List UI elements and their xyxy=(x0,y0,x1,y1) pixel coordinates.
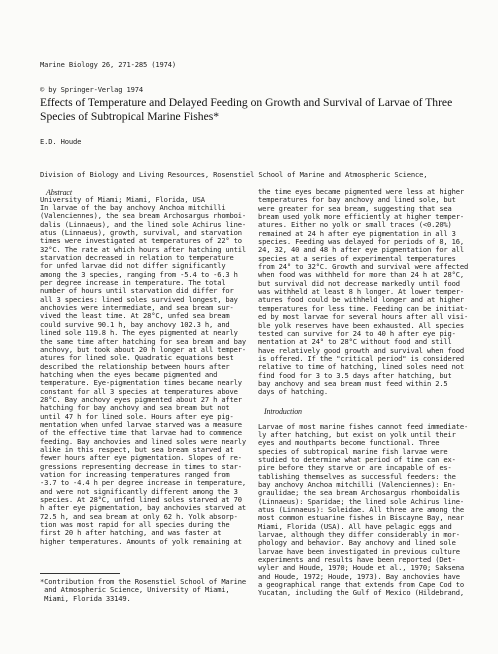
text-line: for unfed larvae did not differ significantly xyxy=(40,261,226,271)
text-line: most common estuarine fishes in Biscayne Bay, near xyxy=(258,513,465,523)
text-line: -3.7 to -4.4 h per degree increase in temperature, xyxy=(40,478,247,488)
text-line: number of hours until starvation did differ for xyxy=(40,286,234,296)
text-line: bay anchovy and sea bream must feed within 2.5 xyxy=(258,378,448,388)
text-line: Larvae of most marine fishes cannot feed immediate- xyxy=(258,421,469,431)
text-line: have relatively good growth and survival when food xyxy=(258,345,465,355)
text-line: *Contribution from the Rosenstiel School of Marine xyxy=(40,577,247,586)
text-line: gressions representing decrease in times to star- xyxy=(40,461,242,471)
text-line: the same time after hatching for sea bream and bay xyxy=(40,336,247,346)
text-line: Yucatan, including the Gulf of Mexico (Hildebrand, xyxy=(258,588,465,598)
text-line: larvae have been investigated in previous culture xyxy=(258,546,460,556)
author-name: E.D. Houde xyxy=(40,137,82,146)
text-line: find food for 3 to 3.5 days after hatching, but xyxy=(258,370,452,380)
text-line: studied to determine what period of time can ex- xyxy=(258,454,456,464)
journal-citation: Marine Biology 26, 271-285 (1974) xyxy=(40,59,176,69)
text-line: temperature. Eye-pigmentation times became nearly xyxy=(40,378,242,388)
affiliation-line: University of Miami; Miami, Florida, USA xyxy=(40,194,205,204)
text-line: lined sole 119.8 h. The eyes pigmented at nearly xyxy=(40,328,238,338)
text-line: hatching for bay anchovy and sea bream but not xyxy=(40,403,230,413)
journal-header xyxy=(40,44,176,102)
text-line: and were not significantly different among the 3 xyxy=(40,486,238,496)
text-line: bay anchovy Anchoa mitchilli (Valenciennes): En- xyxy=(258,480,456,489)
text-line: higher temperatures. Amounts of yolk remaining at xyxy=(40,536,242,546)
text-line: relative to time of hatching, lined soles need not xyxy=(258,362,465,372)
text-line: constant for all 3 species at temperatures above xyxy=(40,386,238,396)
text-line: and Atmospheric Science, University of Miami, xyxy=(40,585,230,595)
text-line: h after eye pigmentation, bay anchovies starved at xyxy=(40,503,247,513)
text-line: 28°C. Bay anchovy eyes pigmented about 27 h after xyxy=(40,394,242,404)
text-line: anchovy, but took about 20 h longer at all temper- xyxy=(40,344,247,354)
text-line: 72.5 h, and sea bream at only 62 h. Yolk absorp- xyxy=(40,511,238,521)
text-line: (Valenciennes), the sea bream Archosargus rhomboi- xyxy=(40,211,247,221)
text-line: vation for increasing temperatures ranged from xyxy=(40,470,230,479)
text-line: larvae, although they differ considerably in mor- xyxy=(258,530,460,540)
text-line: could survive 90.1 h, bay anchovy 102.3 h, and xyxy=(40,319,230,329)
text-line: 24, 32, 40 and 48 h after eye pigmentation for all xyxy=(258,245,465,255)
text-line: atus (Linnaeus): Soleidae. All three are among the xyxy=(258,505,465,515)
text-line: feeding. Bay anchovies and lined soles were nearly xyxy=(40,436,247,446)
text-line: starvation decreased in relation to temperature xyxy=(40,253,234,263)
affiliation-line: Division of Biology and Living Resources, Rosenstiel School of Marine and Atmospheric Science, xyxy=(40,169,428,179)
text-line: species. At 28°C, unfed lined soles starved at 70 xyxy=(40,495,242,505)
text-line: Miami, Florida 33149. xyxy=(40,593,131,603)
copyright-line: © by Springer-Verlag 1974 xyxy=(40,84,144,94)
text-line: atures for lined sole. Quadratic equations best xyxy=(40,353,234,363)
text-line: phology and behavior. Bay anchovy and lined sole xyxy=(258,538,456,548)
footnote-divider xyxy=(40,573,120,574)
text-line: a geographical range that extends from Cape Cod to xyxy=(258,580,465,590)
text-line: (Linnaeus): Sparidae; the lined sole Achirus line- xyxy=(258,496,465,506)
text-line: days of hatching. xyxy=(258,387,329,397)
text-line: was withheld at least 8 h longer. At lower temper- xyxy=(258,287,465,297)
text-line: is offered. If the "critical period" is considered xyxy=(258,353,465,363)
article-title: Effects of Temperature and Delayed Feeding on Growth and Survival of Larvae of Three Species of Subtropical Marine Fishes* xyxy=(40,96,453,123)
text-line: temperatures for less time. Feeding can be initiat- xyxy=(258,303,469,313)
abstract-body xyxy=(40,204,258,546)
text-line: tablishing themselves as successful feeders: the xyxy=(258,471,456,481)
text-line: wyler and Houde, 1970; Houde et al., 1970; Saksena xyxy=(258,563,465,573)
text-line: from 24° to 32°C. Growth and survival were affected xyxy=(258,262,469,272)
footnote xyxy=(40,578,246,603)
text-line: per degree increase in temperature. The total xyxy=(40,278,226,288)
text-line: pire before they starve or are incapable of es- xyxy=(258,463,452,473)
text-line: of the effective time that larvae had to commence xyxy=(40,428,242,438)
text-line: atures. Either no yolk or small traces (<0.20%) xyxy=(258,220,452,230)
text-line: were greater for sea bream, suggesting that sea xyxy=(258,203,452,213)
text-line: Miami, Florida (USA). All have pelagic eggs and xyxy=(258,521,452,531)
text-line: dalis (Linnaeus), and the lined sole Achirus line- xyxy=(40,219,247,229)
text-line: fewer hours after eye pigmentation. Slopes of re- xyxy=(40,453,242,463)
text-line: tion was most rapid for all species during the xyxy=(40,520,230,530)
text-line: In larvae of the bay anchovy Anchoa mitchilli xyxy=(40,203,226,212)
text-line: anchovies were intermediate, and sea bream sur- xyxy=(40,303,234,313)
text-line: until 47 h for lined sole. Hours after eye pig- xyxy=(40,411,234,421)
text-line: species at a series of experimental temperatures xyxy=(258,253,456,263)
text-line: but survival did not decrease markedly until food xyxy=(258,278,460,288)
abstract-continued xyxy=(258,188,476,397)
text-line: described the relationship between hours after xyxy=(40,361,230,371)
text-line: alike in this respect, but sea bream starved at xyxy=(40,444,234,454)
text-line: temperatures for bay anchovy and lined sole, but xyxy=(258,195,456,205)
text-line: atures food could be withheld longer and at higher xyxy=(258,295,465,305)
text-line: ly after hatching, but exist on yolk until their xyxy=(258,429,456,439)
text-line: remained at 24 h after eye pigmentation in all 3 xyxy=(258,228,456,238)
text-line: graulidae; the sea bream Archosargus rhomboidalis xyxy=(258,488,460,498)
text-line: bream used yolk more efficiently at higher temper- xyxy=(258,212,465,222)
text-line: the time eyes became pigmented were less at higher xyxy=(258,187,465,196)
text-line: all 3 species: lined soles survived longest, bay xyxy=(40,294,238,304)
text-line: first 20 h after hatching, and was faster at xyxy=(40,528,222,538)
text-line: species of subtropical marine fish larvae were xyxy=(258,446,448,456)
right-column xyxy=(258,188,476,598)
text-line: vived the least time. At 28°C, unfed sea bream xyxy=(40,311,230,321)
text-line: species. Feeding was delayed for periods of 8, 16, xyxy=(258,237,465,247)
text-line: mentation at 24° to 28°C without food and still xyxy=(258,337,452,347)
introduction-body xyxy=(258,423,476,598)
text-line: ble yolk reserves have been exhausted. All species xyxy=(258,320,465,330)
text-line: times were investigated at temperatures of 22° to xyxy=(40,236,242,246)
introduction-heading: Introduction xyxy=(264,406,302,416)
text-line: atus (Linnaeus), growth, survival, and starvation xyxy=(40,228,242,238)
text-line: among the 3 species, ranging from -5.4 to -6.3 h xyxy=(40,269,238,279)
text-line: and Houde, 1972; Houde, 1973). Bay anchovies have xyxy=(258,571,460,581)
text-line: tested can survive for 24 to 40 h after eye pig- xyxy=(258,328,456,338)
text-line: eyes and mouthparts become functional. Three xyxy=(258,438,440,448)
text-line: hatching when the eyes became pigmented and xyxy=(40,369,218,379)
abstract-heading: Abstract xyxy=(46,188,72,197)
text-line: when food was withheld for more than 24 h at 28°C, xyxy=(258,270,465,280)
text-line: experiments and results have been reported (Det- xyxy=(258,555,456,565)
left-column xyxy=(40,188,258,546)
text-line: 32°C. The rate at which hours after hatching until xyxy=(40,244,247,254)
text-line: ed by most larvae for several hours after all visi- xyxy=(258,312,469,322)
text-line: mentation when unfed larvae starved was a measure xyxy=(40,419,242,429)
